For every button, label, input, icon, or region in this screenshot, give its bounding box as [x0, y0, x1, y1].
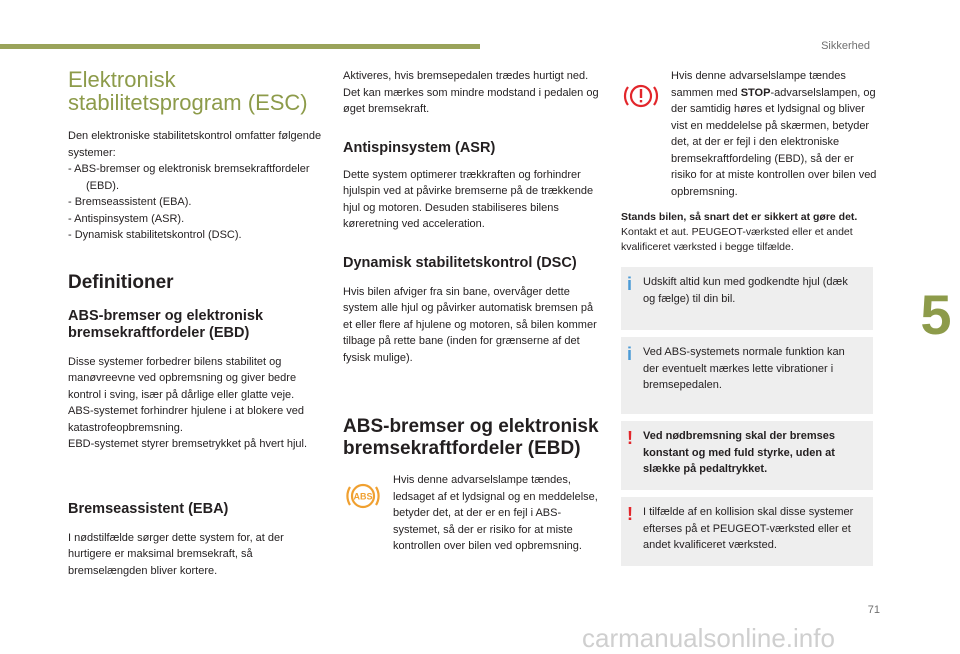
eba-heading: Bremseassistent (EBA): [68, 500, 229, 517]
ebd-warning-row: [621, 68, 879, 200]
intro-text: Den elektroniske stabilitetskontrol omfatter følgende systemer:: [68, 130, 322, 159]
abs-warning-row: [343, 472, 601, 555]
ebd-icon-container: [621, 68, 671, 200]
abs-icon-label: ABS: [353, 491, 373, 502]
definitions-heading: Definitioner: [68, 271, 174, 293]
stands-bold-text: Stands bilen, så snart det er sikkert at gøre det.: [621, 211, 858, 223]
column-3: [621, 68, 879, 573]
abs-text-1: Disse systemer forbedrer bilens stabilitet og manøvreevne ved opbremsning og giver bedre kontrol i sving, især på dårlige eller glatte veje.: [68, 355, 297, 401]
list-item: - Antispinsystem (ASR).: [68, 212, 185, 225]
abs-big-heading: ABS-bremser og elektronisk bremsekraftfordeler (EBD): [343, 416, 599, 459]
asr-text: Dette system optimerer trækkraften og forhindrer hjulspin ved at påvirke bremserne på de trækkende hjul og motoren. Desuden stabiliseres bilens køreretning ved acceleration.: [343, 168, 594, 230]
note-text: Udskift altid kun med godkendte hjul (dæk og fælge) til din bil.: [643, 276, 848, 305]
ebd-warning-text: Hvis denne advarselslampe tændes sammen med STOP-advarselslampen, og der samtidig høres et lydsignal og bliver vist en meddelelse på skærmen, betyder det, at der er fejl i den elektroniske bremsekraftfordeling (EBD), så der er risiko for at miste kontrollen over bilen ved opbremsning.: [671, 70, 877, 198]
abs-text-3: EBD-systemet styrer bremsetrykket på hvert hjul.: [68, 438, 308, 450]
watermark: carmanualsonline.info: [582, 623, 835, 653]
section-label: Sikkerhed: [821, 40, 870, 52]
note-text: I tilfælde af en kollision skal disse systemer efterses på et PEUGEOT-værksted eller et andet kvalificeret værksted.: [643, 506, 854, 551]
list-item: - Bremseassistent (EBA).: [68, 196, 192, 208]
page-number: 71: [867, 604, 880, 616]
abs-warning-text: Hvis denne advarselslampe tændes, ledsaget af et lydsignal og en meddelelse, betyder det, at der er en fejl i ABS-systemet, så der er risiko for at miste kontrollen over bilen ved opbremsning.: [393, 474, 598, 552]
dsc-text: Hvis bilen afviger fra sin bane, overvåger dette system alle hjul og påvirker automatisk bremsen på et eller flere af hjulene og motoren, så bilen kommer tilbage på rette bane (inden for grænserne af det fysisk mulige).: [343, 285, 597, 364]
list-item: - Dynamisk stabilitetskontrol (DSC).: [68, 229, 242, 241]
dsc-heading: Dynamisk stabilitetskontrol (DSC): [343, 254, 577, 271]
info-icon: i: [627, 344, 633, 364]
column-1: [68, 68, 323, 579]
eba-continued-text: Aktiveres, hvis bremsepedalen trædes hurtigt ned. Det kan mærkes som mindre modstand i pedalen og øget bremsekraft.: [343, 70, 599, 115]
brake-warning-icon: [621, 80, 661, 112]
warning-note: [621, 497, 873, 566]
chapter-number: 5: [920, 283, 952, 346]
column-2: [343, 68, 601, 555]
abs-heading: ABS-bremser og elektronisk bremsekraftfordeler (EBD): [68, 307, 264, 341]
eba-text: I nødstilfælde sørger dette system for, at der hurtigere er maksimal bremsekraft, så bremselængden bliver kortere.: [68, 531, 284, 577]
warning-note: [621, 421, 873, 490]
stands-text: Kontakt et aut. PEUGEOT-værksted eller et andet kvalificeret værksted i begge tilfælde.: [621, 226, 853, 253]
abs-warning-icon: [343, 476, 383, 516]
notes-container: [621, 267, 873, 566]
page-title: Elektronisk stabilitetsprogram (ESC): [68, 67, 308, 115]
note-text: Ved ABS-systemets normale funktion kan der eventuelt mærkes lette vibrationer i bremsepedalen.: [643, 346, 845, 391]
asr-heading: Antispinsystem (ASR): [343, 139, 496, 156]
systems-list: [68, 161, 323, 244]
abs-text-2: ABS-systemet forhindrer hjulene i at blokere ved katastrofeopbremsning.: [68, 405, 305, 434]
info-icon: i: [627, 274, 633, 294]
warning-icon: !: [627, 504, 633, 524]
list-item: - ABS-bremser og elektronisk bremsekraftfordeler (EBD).: [68, 163, 310, 192]
info-note: [621, 267, 873, 330]
warning-icon: !: [627, 428, 633, 448]
info-note: [621, 337, 873, 414]
note-text: Ved nødbremsning skal der bremses konstant og med fuld styrke, uden at slække på pedaltrykket.: [643, 430, 835, 475]
top-accent-bar: [0, 44, 480, 49]
abs-icon-container: [343, 472, 393, 555]
